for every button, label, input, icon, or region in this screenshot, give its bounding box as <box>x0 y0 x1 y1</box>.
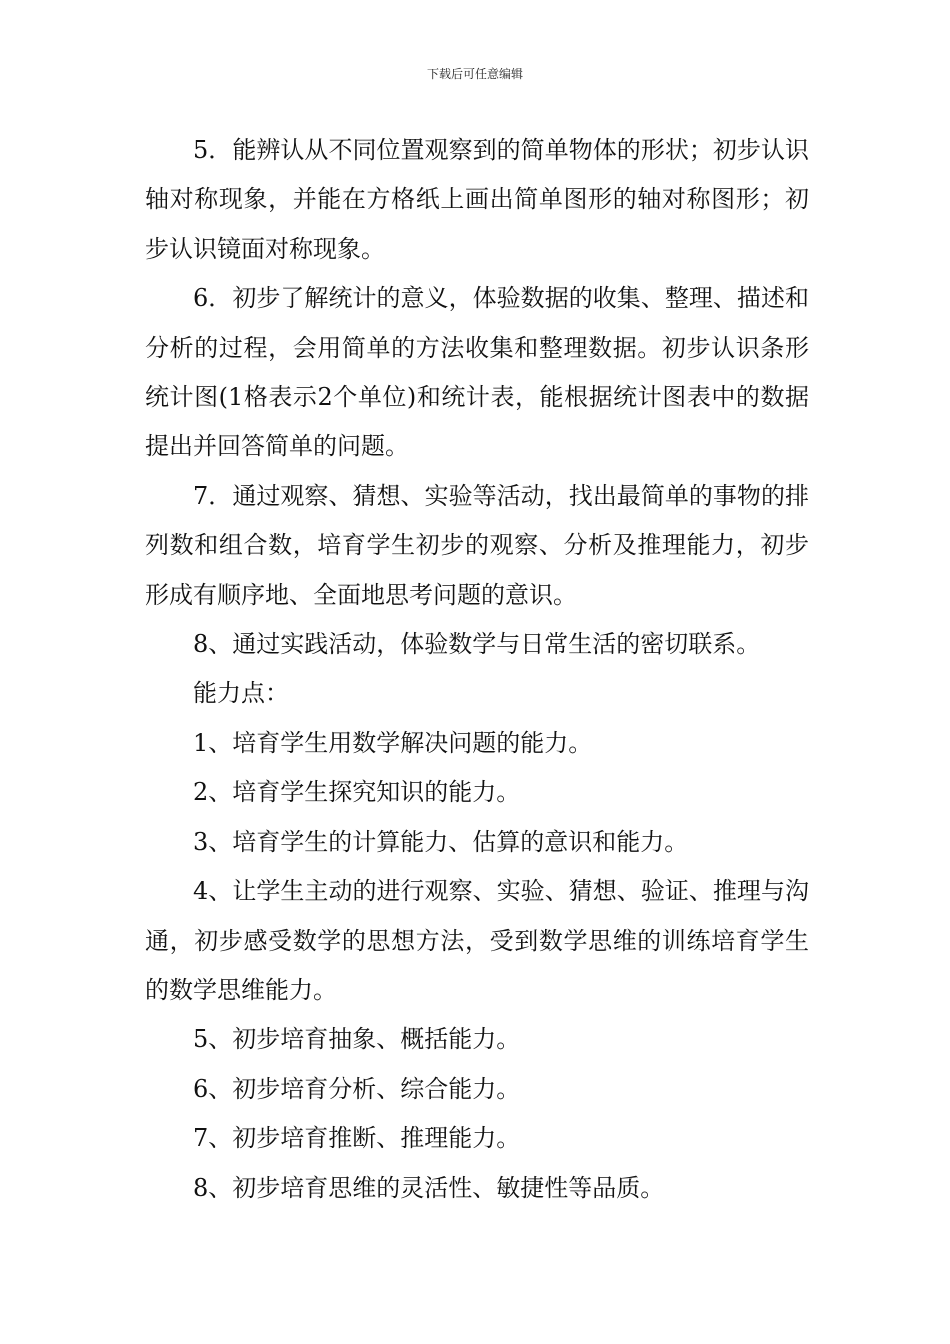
document-body <box>145 126 809 1213</box>
paragraph-objective-8: 8、通过实践活动，体验数学与日常生活的密切联系。 <box>193 630 761 659</box>
paragraph-objective-6: 6．初步了解统计的意义，体验数据的收集、整理、描述和分析的过程，会用简单的方法收集和整理数据。初步认识条形统计图(1格表示2个单位)和统计表，能根据统计图表中的数据提出并回答简单的问题。 <box>145 284 809 461</box>
paragraph-ability-6: 6、初步培育分析、综合能力。 <box>193 1074 521 1103</box>
paragraph-ability-1: 1、培育学生用数学解决问题的能力。 <box>193 728 593 757</box>
paragraph-ability-2: 2、培育学生探究知识的能力。 <box>193 778 521 807</box>
paragraph-ability-8: 8、初步培育思维的灵活性、敏捷性等品质。 <box>193 1173 665 1202</box>
paragraph-objective-5: 5．能辨认从不同位置观察到的简单物体的形状；初步认识轴对称现象，并能在方格纸上画出简单图形的轴对称图形；初步认识镜面对称现象。 <box>145 136 809 263</box>
paragraph-ability-3: 3、培育学生的计算能力、估算的意识和能力。 <box>193 827 689 856</box>
paragraph-objective-7: 7．通过观察、猜想、实验等活动，找出最简单的事物的排列数和组合数，培育学生初步的观察、分析及推理能力，初步形成有顺序地、全面地思考问题的意识。 <box>145 481 809 609</box>
page-header: 下载后可任意编辑 <box>426 67 523 81</box>
section-heading-ability: 能力点： <box>193 679 289 708</box>
paragraph-ability-5: 5、初步培育抽象、概括能力。 <box>193 1025 521 1054</box>
paragraph-ability-4: 4、让学生主动的进行观察、实验、猜想、验证、推理与沟通，初步感受数学的思想方法，受到数学思维的训练培育学生的数学思维能力。 <box>145 877 809 1004</box>
paragraph-ability-7: 7、初步培育推断、推理能力。 <box>193 1124 521 1153</box>
